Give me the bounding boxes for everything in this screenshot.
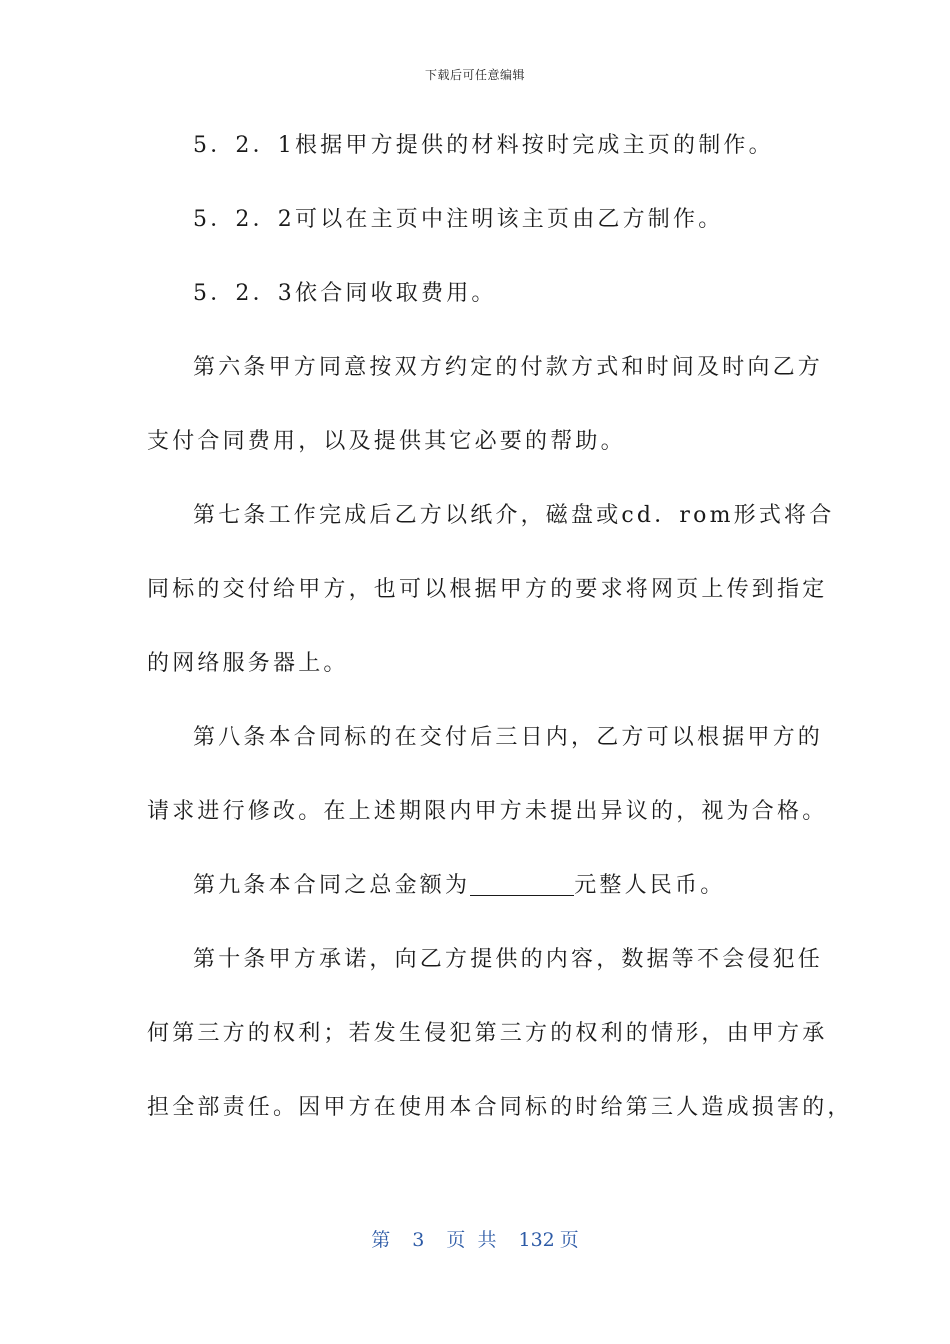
paragraph-line: 同标的交付给甲方，也可以根据甲方的要求将网页上传到指定 — [147, 577, 828, 602]
page-header: 下载后可任意编辑 — [424, 68, 525, 82]
footer-prefix: 第 — [371, 1229, 391, 1251]
current-page-number: 3 — [412, 1229, 425, 1251]
paragraph-line: 的网络服务器上。 — [147, 651, 349, 676]
amount-label: 第九条本合同之总金额为 — [193, 873, 471, 898]
paragraph-line: 5．2．3依合同收取费用。 — [193, 281, 497, 306]
paragraph-line: 第六条甲方同意按双方约定的付款方式和时间及时向乙方 — [193, 355, 824, 380]
total-pages-number: 132 — [518, 1229, 555, 1251]
paragraph-line: 何第三方的权利；若发生侵犯第三方的权利的情形，由甲方承 — [147, 1021, 828, 1046]
paragraph-line: 担全部责任。因甲方在使用本合同标的时给第三人造成损害的， — [147, 1095, 853, 1120]
paragraph-line: 请求进行修改。在上述期限内甲方未提出异议的，视为合格。 — [147, 799, 828, 824]
paragraph-line: 第八条本合同标的在交付后三日内，乙方可以根据甲方的 — [193, 725, 824, 750]
paragraph-line: 5．2．1根据甲方提供的材料按时完成主页的制作。 — [193, 133, 774, 158]
amount-blank — [470, 869, 574, 896]
paragraph-line: 第七条工作完成后乙方以纸介，磁盘或cd．rom形式将合 — [193, 503, 835, 528]
paragraph-line: 第十条甲方承诺，向乙方提供的内容，数据等不会侵犯任 — [193, 947, 824, 972]
page-footer — [0, 1225, 950, 1252]
paragraph-line-amount — [193, 866, 725, 906]
paragraph-line: 支付合同费用，以及提供其它必要的帮助。 — [147, 429, 626, 454]
paragraph-line: 5．2．2可以在主页中注明该主页由乙方制作。 — [193, 207, 724, 232]
footer-middle: 页 共 — [446, 1229, 497, 1251]
amount-suffix: 元整人民币。 — [574, 873, 726, 898]
footer-suffix: 页 — [559, 1229, 579, 1251]
